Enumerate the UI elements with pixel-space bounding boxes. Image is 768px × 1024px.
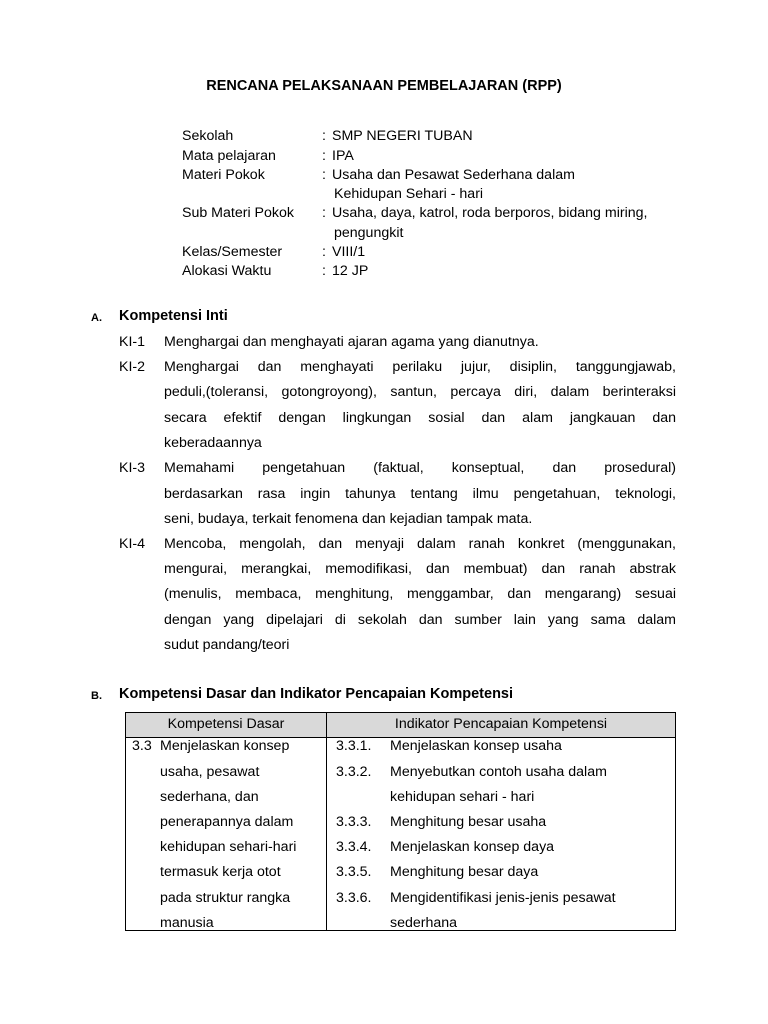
indicator-text: Menjelaskan konsep daya [390, 839, 555, 855]
indicator-number: 3.3.3. [336, 814, 372, 830]
meta-label-materi: Materi Pokok [182, 167, 265, 183]
ki-text-line: mengurai, merangkai, memodifikasi, dan membuat) dan ranah abstrak [164, 561, 676, 577]
ki-text-line: peduli,(toleransi, gotongroyong), santun, percaya diri, dalam berinteraksi [164, 384, 676, 400]
indicator-text: Menjelaskan konsep usaha [390, 738, 562, 754]
ki-text-line: sudut pandang/teori [164, 637, 290, 653]
ki-code: KI-1 [119, 334, 146, 350]
ki-text-line: seni, budaya, terkait fenomena dan kejadian tampak mata. [164, 511, 533, 527]
ki-text-line: Menghargai dan menghayati ajaran agama yang dianutnya. [164, 334, 539, 350]
section-a-letter: A. [91, 312, 102, 324]
ki-text-line: (menulis, membaca, menghitung, menggambar, dan mengarang) sesuai [164, 586, 676, 602]
kd-line: penerapannya dalam [160, 814, 294, 830]
meta-label-kelas: Kelas/Semester [182, 244, 283, 260]
meta-value-materi: Usaha dan Pesawat Sederhana dalam [332, 167, 575, 183]
kd-line: sederhana, dan [160, 789, 259, 805]
ki-text-line: secara efektif dengan lingkungan sosial dan alam jangkauan dan [164, 410, 676, 426]
meta-value-alokasi: 12 JP [332, 263, 369, 279]
meta-value-submateri: Usaha, daya, katrol, roda berporos, bidang miring, [332, 205, 648, 221]
kd-line: pada struktur rangka [160, 890, 291, 906]
meta-value-kelas: VIII/1 [332, 244, 366, 260]
indicator-text: Menghitung besar usaha [390, 814, 547, 830]
indicator-text: Menyebutkan contoh usaha dalam [390, 764, 607, 780]
document-title: RENCANA PELAKSANAAN PEMBELAJARAN (RPP) [206, 78, 562, 94]
kd-line: usaha, pesawat [160, 764, 260, 780]
indicator-text-cont: kehidupan sehari - hari [390, 789, 535, 805]
kd-line: termasuk kerja otot [160, 864, 281, 880]
table-header-kd: Kompetensi Dasar [167, 716, 285, 732]
ki-text-line: dengan yang dipelajari di sekolah dan sumber lain yang sama dalam [164, 612, 676, 628]
meta-label-alokasi: Alokasi Waktu [182, 263, 272, 279]
ki-text-line: Menghargai dan menghayati perilaku jujur, disiplin, tanggungjawab, [164, 359, 676, 375]
ki-text-line: Mencoba, mengolah, dan menyaji dalam ranah konkret (menggunakan, [164, 536, 676, 552]
indicator-number: 3.3.2. [336, 764, 372, 780]
meta-colon: : [322, 148, 326, 164]
ki-code: KI-4 [119, 536, 146, 552]
meta-value-mapel: IPA [332, 148, 354, 164]
indicator-number: 3.3.1. [336, 738, 372, 754]
table-header-indikator: Indikator Pencapaian Kompetensi [394, 716, 608, 732]
kd-line: kehidupan sehari-hari [160, 839, 297, 855]
ki-text-line: berdasarkan rasa ingin tahunya tentang ilmu pengetahuan, teknologi, [164, 486, 676, 502]
indicator-text: Mengidentifikasi jenis-jenis pesawat [390, 890, 616, 906]
ki-code: KI-2 [119, 359, 146, 375]
meta-colon: : [322, 244, 326, 260]
kd-line: manusia [160, 915, 214, 931]
indicator-text: Menghitung besar daya [390, 864, 539, 880]
meta-value-sekolah: SMP NEGERI TUBAN [332, 128, 473, 144]
meta-value-submateri-cont: pengungkit [334, 225, 404, 241]
table-column-divider [326, 713, 327, 930]
section-b-title: Kompetensi Dasar dan Indikator Pencapaian Kompetensi [119, 686, 514, 702]
ki-code: KI-3 [119, 460, 146, 476]
meta-colon: : [322, 167, 326, 183]
kd-number: 3.3 [132, 738, 152, 754]
meta-colon: : [322, 128, 326, 144]
meta-colon: : [322, 263, 326, 279]
indicator-number: 3.3.4. [336, 839, 372, 855]
kd-line: Menjelaskan konsep [160, 738, 290, 754]
meta-label-submateri: Sub Materi Pokok [182, 205, 294, 221]
indicator-number: 3.3.6. [336, 890, 372, 906]
section-b-letter: B. [91, 690, 102, 702]
meta-label-sekolah: Sekolah [182, 128, 234, 144]
indicator-number: 3.3.5. [336, 864, 372, 880]
ki-text-line: Memahami pengetahuan (faktual, konseptual, dan prosedural) [164, 460, 676, 476]
meta-label-mapel: Mata pelajaran [182, 148, 276, 164]
competency-table [125, 712, 676, 931]
meta-colon: : [322, 205, 326, 221]
table-header-row [126, 713, 675, 738]
indicator-text-cont: sederhana [390, 915, 458, 931]
meta-value-materi-cont: Kehidupan Sehari - hari [334, 186, 484, 202]
section-a-title: Kompetensi Inti [119, 308, 228, 324]
ki-text-line: keberadaannya [164, 435, 262, 451]
